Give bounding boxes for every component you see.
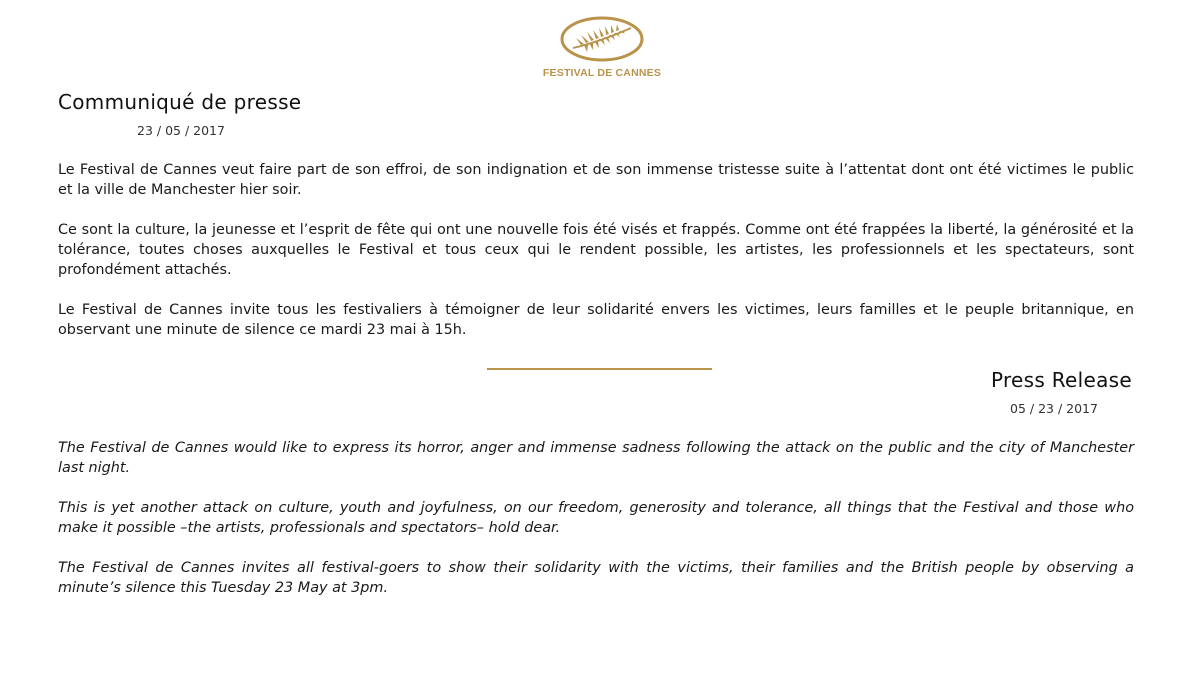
english-date: 05 / 23 / 2017 bbox=[1010, 401, 1098, 416]
french-paragraph: Le Festival de Cannes invite tous les festivaliers à témoigner de leur solidarité envers les victimes, leurs familles et le peuple britannique, en observant une minute de silence ce mardi 23 mai à 15h. bbox=[58, 302, 1134, 338]
english-paragraph: The Festival de Cannes invites all festival-goers to show their solidarity with the victims, their families and the British people by observing a minute’s silence this Tuesday 23 May at 3pm. bbox=[58, 560, 1134, 596]
french-body bbox=[58, 160, 1134, 360]
french-paragraph: Ce sont la culture, la jeunesse et l’esprit de fête qui ont une nouvelle fois été visés et frappés. Comme ont été frappées la liberté, la générosité et la tolérance, toutes choses auxquelles le Festival et tous ceux qui le rendent possible, les artistes, les professionnels et les spectateurs, sont profondément attachés. bbox=[58, 222, 1134, 278]
english-heading: Press Release bbox=[990, 368, 1132, 392]
english-paragraph: The Festival de Cannes would like to express its horror, anger and immense sadness following the attack on the public and the city of Manchester last night. bbox=[58, 440, 1134, 476]
section-divider bbox=[487, 368, 712, 370]
palm-icon bbox=[559, 14, 645, 64]
english-body bbox=[58, 438, 1134, 618]
english-paragraph: This is yet another attack on culture, youth and joyfulness, on our freedom, generosity and tolerance, all things that the Festival and those who make it possible –the artists, professionals and spectators– hold dear. bbox=[58, 500, 1134, 536]
french-date: 23 / 05 / 2017 bbox=[137, 123, 225, 138]
french-paragraph: Le Festival de Cannes veut faire part de son effroi, de son indignation et de son immense tristesse suite à l’attentat dont ont été victimes le public et la ville de Manchester hier soir. bbox=[58, 162, 1134, 198]
logo-wordmark: FESTIVAL DE CANNES bbox=[542, 67, 662, 79]
festival-logo bbox=[540, 14, 664, 79]
french-heading: Communiqué de presse bbox=[58, 90, 302, 114]
